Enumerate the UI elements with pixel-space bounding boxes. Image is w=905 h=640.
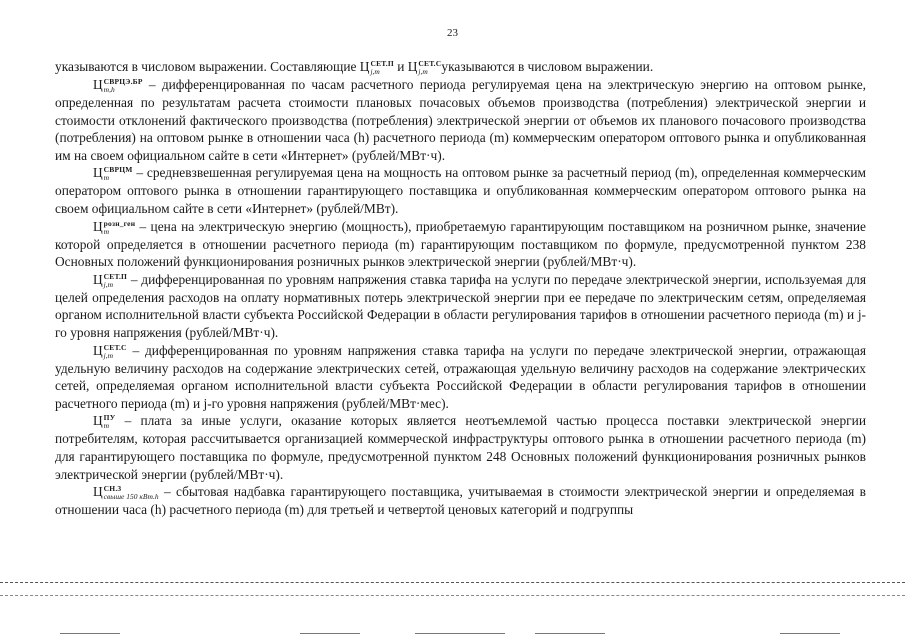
definition-paragraph [55,412,866,483]
page-number: 23 [447,27,458,39]
symbol-2: Ц СЕТ.С j,m [407,59,442,76]
intro-suffix: указываются в числовом выражении. [441,59,654,74]
page-cut-line [0,582,905,583]
definition-paragraph [55,218,866,271]
definition-text: – плата за иные услуги, оказание которых является неотъемлемой частью процесса поставки электрической энергии потребителям, которая рассчитывается организацией коммерческой инфраструктуры оптового рынка в отношении расчетного периода (m) для гарантирующего поставщика по формуле, предусмотренной пунктом 248 Основных положений функционирования розничных рынков электрической энергии (рублей/МВт·ч). [55,413,866,482]
definition-paragraph [55,76,866,164]
bottom-scan-edge [0,629,905,640]
definition-paragraph [55,271,866,342]
definition-symbol: Ц розн_ген m [93,218,136,236]
definition-symbol: Ц СН.3 свыше 150 кВт.h [93,484,159,502]
definition-text: – дифференцированная по часам расчетного периода регулируемая цена на электрическую энергию на оптовом рынке, определенная по результатам расчета стоимости плановых почасовых объемов производства (потребления) электрической энергии и стоимости отклонений фактического производства (потребления) электрической энергии от объемов их планового почасового производства (потребления) на оптовом рынке в отношении часа (h) расчетного периода (m) коммерческим оператором оптового рынка и опубликованная им на своем официальном сайте в сети «Интернет» (рублей/МВт·ч). [55,77,866,163]
definition-text: – дифференцированная по уровням напряжения ставка тарифа на услуги по передаче электрической энергии, отражающая удельную величину расходов на содержание электрических сетей, отражающая удельную величину расходов на содержание электрических сетей, определяемая органом исполнительной власти субъекта Российской Федерации в области регулирования тарифов в отношении расчетного периода (m) и j-го уровня напряжения (рублей/МВт·мес). [55,342,866,411]
scan-mark [415,633,505,634]
definition-text: – сбытовая надбавка гарантирующего поставщика, учитываемая в стоимости электрической энергии и определяемая в отношении часа (h) расчетного периода (m) для третьей и четвертой ценовых категорий и подгруппы [55,484,866,518]
definition-text: – средневзвешенная регулируемая цена на мощность на оптовом рынке за расчетный период (m), определенная коммерческим оператором оптового рынка в отношении гарантирующего поставщика и опубликованная коммерческим оператором оптового рынка на своем официальном сайте в сети «Интернет» (рублей/МВт). [55,165,866,216]
definition-paragraph [55,483,866,519]
definition-text: – дифференцированная по уровням напряжения ставка тарифа на услуги по передаче электрической энергии, используемая для целей определения расходов на оплату нормативных потерь электрической энергии при ее передаче по электрическим сетям, определяемая органом исполнительной власти субъекта Российской Федерации в области регулирования тарифов в отношении расчетного периода (m) и j-го уровня напряжения (рублей/МВт·ч). [55,271,866,340]
intro-paragraph [55,58,866,76]
page-cut-line [0,595,905,596]
intro-middle: и [393,59,408,74]
scan-mark [60,633,120,634]
definition-symbol: Ц СВРЦМ m [93,165,133,183]
document-body [55,58,866,519]
definition-symbol: Ц СВРЦЭ.БР m,h [93,77,143,94]
intro-prefix: указываются в числовом выражении. Составляющие [55,59,360,74]
definition-symbol: Ц СЕТ.С j,m [93,342,127,360]
scan-mark [780,633,840,634]
scan-mark [535,633,605,634]
definition-paragraph [55,342,866,413]
definition-symbol: Ц ПУ m [93,413,116,431]
definition-text: – цена на электрическую энергию (мощность), приобретаемую гарантирующим поставщиком на розничном рынке, значение которой определяется в отношении расчетного периода (m) гарантирующим поставщиком по формуле, предусмотренной пунктом 238 Основных положений функционирования розничных рынков электрической энергии (рублей/МВт·ч). [55,218,866,270]
definition-symbol: Ц СЕТ.П j,m [93,271,128,289]
scan-mark [300,633,360,634]
definition-paragraph [55,164,866,217]
symbol-1: Ц СЕТ.П j,m [359,59,394,76]
